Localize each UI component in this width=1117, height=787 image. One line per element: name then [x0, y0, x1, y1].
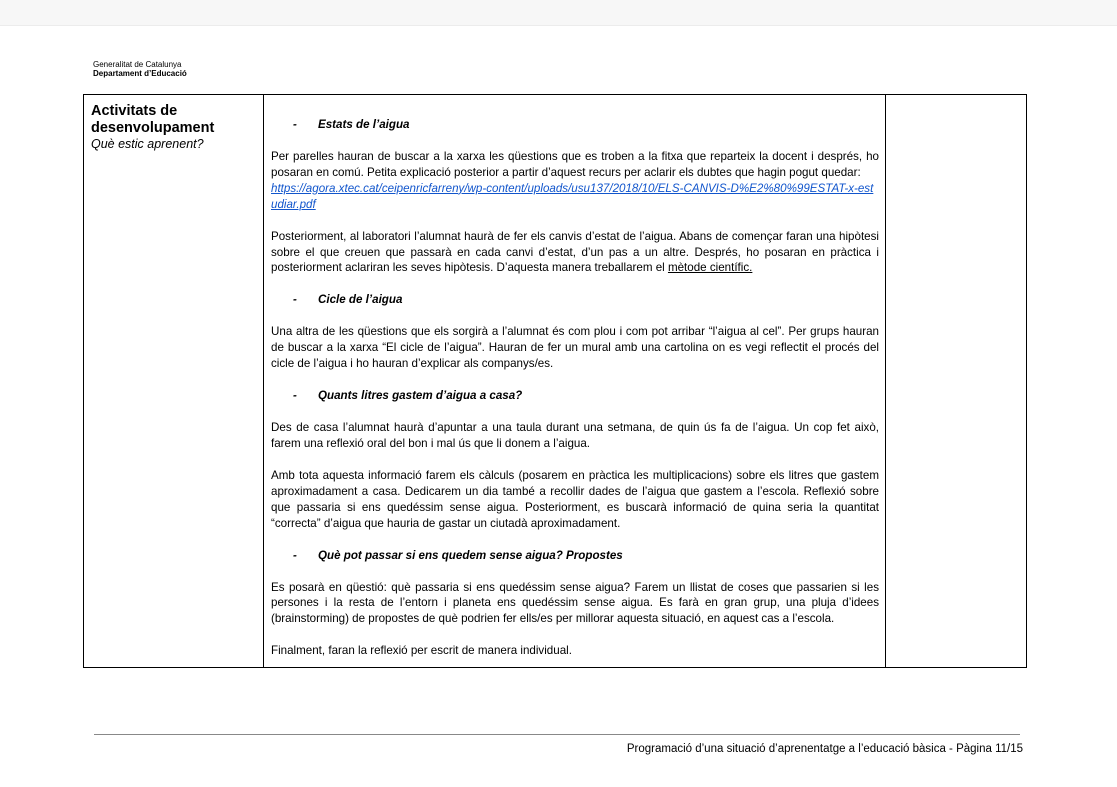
- org-line-2: Departament d’Educació: [93, 69, 187, 78]
- activities-table: [83, 94, 1027, 668]
- organization-header: [93, 60, 187, 78]
- footer-divider: [94, 734, 1020, 735]
- section-label-cell: [84, 95, 264, 668]
- section-subtitle: Què estic aprenent?: [91, 137, 204, 151]
- paragraph-4: Des de casa l’alumnat haurà d’apuntar a una taula durant una setmana, de quin ús fa de l’aigua. Un cop fet això, farem una reflexió oral del bon i mal ús que li donem a l’aigua.: [271, 421, 879, 450]
- paragraph-1: Per parelles hauran de buscar a la xarxa les qüestions que es troben a la fitxa que reparteix la docent i després, ho posaran en comú. Petita explicació posterior a partir d’aquest recurs per aclarir els dubtes que hagin pogut quedar:: [271, 150, 879, 179]
- section-content-cell: [264, 95, 886, 668]
- table-row: [84, 95, 1027, 668]
- org-line-1: Generalitat de Catalunya: [93, 60, 182, 69]
- metode-cientific-text: mètode científic.: [667, 261, 753, 275]
- section-title: Activitats de desenvolupament: [91, 103, 215, 136]
- heading-litres: - Quants litres gastem d’aigua a casa?: [293, 389, 523, 403]
- paragraph-5: Amb tota aquesta informació farem els càlculs (posarem en pràctica les multiplicacions) sobre els litres que gastem aproximadament a casa. Dedicarem un dia també a recollir dades de l’aigua que gastem a l’escola. Reflexió sobre que passaria si ens quedéssim sense aigua. Posteriorment, es buscarà informació de quina seria la quantitat “correcta” d’aigua que hauria de gastar un ciutadà aproximadament.: [271, 468, 879, 530]
- paragraph-2: [271, 229, 879, 277]
- viewer-top-bar: [0, 0, 1117, 26]
- link-paragraph: [271, 181, 879, 213]
- resource-link[interactable]: https://agora.xtec.cat/ceipenricfarreny/wp-content/uploads/usu137/2018/10/ELS-CANVIS-D%E2%80%99ESTAT-x-estudiar.pdf: [271, 181, 874, 211]
- heading-text: Cicle de l’aigua: [318, 293, 403, 307]
- page-footer: Programació d’una situació d’aprenentatge a l’educació bàsica - Pàgina 11/15: [626, 743, 1023, 755]
- paragraph-7: Finalment, faran la reflexió per escrit de manera individual.: [271, 644, 572, 658]
- heading-text: Estats de l’aigua: [318, 118, 410, 131]
- heading-cicle: - Cicle de l’aigua: [293, 293, 403, 307]
- heading-estats: - Estats de l’aigua: [293, 118, 410, 131]
- heading-text: Quants litres gastem d’aigua a casa?: [318, 389, 523, 403]
- paragraph-2-text: Posteriorment, al laboratori l’alumnat haurà de fer els canvis d’estat de l’aigua. Abans de començar faran una hipòtesi sobre el que creuen que passarà en cada canvi d’estat, d’un pas a un altre. Després, ho posaran en pràctica i posteriorment aclariran les seves hipòtesis. D’aquesta manera treballarem el: [271, 229, 879, 275]
- heading-text: Què pot passar si ens quedem sense aigua? Propostes: [318, 548, 623, 562]
- paragraph-3: Una altra de les qüestions que els sorgirà a l’alumnat és com plou i com pot arribar “l’aigua al cel”. Per grups hauran de buscar a la xarxa “El cicle de l’aigua”. Hauran de fer un mural amb una cartolina on es vegi reflectit el procés del cicle de l’aigua i ho hauran d’explicar als companys/es.: [271, 325, 879, 371]
- paragraph-6: Es posarà en qüestió: què passaria si ens quedéssim sense aigua? Farem un llistat de coses que passarien si les persones i la resta de l’entorn i planeta ens quedéssim sense aigua. Es farà en gran grup, una pluja d’idees (brainstorming) de propostes de què podrien fer ells/es per millorar aquesta situació, en aquest cas a l’escola.: [271, 580, 879, 626]
- heading-propostes: - Què pot passar si ens quedem sense aigua? Propostes: [293, 548, 623, 562]
- empty-cell: [886, 95, 1027, 668]
